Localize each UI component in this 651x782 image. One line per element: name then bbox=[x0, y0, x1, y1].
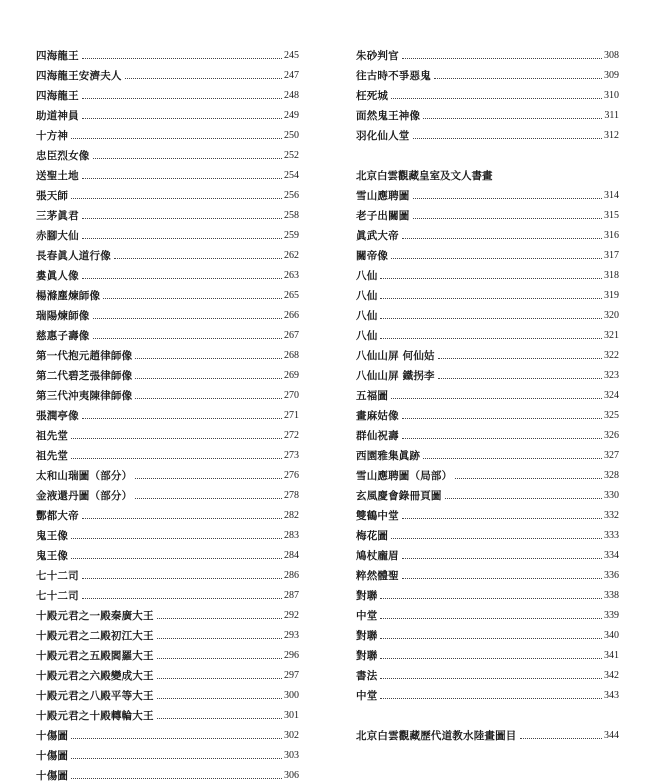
entry-title: 八仙山屏 何仙姑 bbox=[356, 350, 435, 362]
page-number: 247 bbox=[284, 70, 299, 81]
entry-title: 鳩杖龐眉 bbox=[356, 550, 399, 562]
page-number: 342 bbox=[604, 670, 619, 681]
toc-entry bbox=[36, 162, 299, 182]
toc-entry bbox=[356, 342, 619, 362]
dot-leader bbox=[380, 618, 602, 619]
dot-leader bbox=[380, 338, 602, 339]
page-number: 332 bbox=[604, 510, 619, 521]
dot-leader bbox=[402, 518, 602, 519]
page-number: 296 bbox=[284, 650, 299, 661]
dot-leader bbox=[82, 218, 282, 219]
dot-leader bbox=[71, 738, 282, 739]
entry-title: 八仙山屏 鐵拐李 bbox=[356, 370, 435, 382]
toc-entry bbox=[36, 62, 299, 82]
dot-leader bbox=[93, 158, 283, 159]
entry-title: 畫麻姑像 bbox=[356, 410, 399, 422]
dot-leader bbox=[82, 278, 282, 279]
page-number: 322 bbox=[604, 350, 619, 361]
page-number: 284 bbox=[284, 550, 299, 561]
dot-leader bbox=[391, 398, 602, 399]
page-number: 249 bbox=[284, 110, 299, 121]
entry-title: 四海龍王安濟夫人 bbox=[36, 70, 122, 82]
page-number: 317 bbox=[604, 250, 619, 261]
toc-left-column bbox=[36, 42, 299, 782]
page-number: 271 bbox=[284, 410, 299, 421]
toc-entry bbox=[356, 302, 619, 322]
page-number: 314 bbox=[604, 190, 619, 201]
entry-title: 羽化仙人堂 bbox=[356, 130, 410, 142]
entry-title: 十方神 bbox=[36, 130, 69, 142]
entry-title: 雙鶴中堂 bbox=[356, 510, 399, 522]
toc-entry bbox=[356, 42, 619, 62]
toc-entry bbox=[36, 562, 299, 582]
dot-leader bbox=[380, 658, 602, 659]
toc-entry bbox=[36, 362, 299, 382]
page-number: 248 bbox=[284, 90, 299, 101]
entry-title: 面然鬼王神像 bbox=[356, 110, 421, 122]
page-number: 258 bbox=[284, 210, 299, 221]
page-number: 320 bbox=[604, 310, 619, 321]
dot-leader bbox=[380, 298, 602, 299]
entry-title: 十殿元君之六殿變成大王 bbox=[36, 670, 154, 682]
page-number: 270 bbox=[284, 390, 299, 401]
page-number: 268 bbox=[284, 350, 299, 361]
toc-entry bbox=[36, 262, 299, 282]
entry-title: 八仙 bbox=[356, 310, 378, 322]
entry-title: 婁眞人像 bbox=[36, 270, 79, 282]
toc-entry bbox=[36, 42, 299, 62]
page-number: 338 bbox=[604, 590, 619, 601]
entry-title: 瑞陽煉師像 bbox=[36, 310, 90, 322]
dot-leader bbox=[82, 418, 282, 419]
entry-title: 眞武大帝 bbox=[356, 230, 399, 242]
dot-leader bbox=[380, 638, 602, 639]
page-number: 343 bbox=[604, 690, 619, 701]
page-number: 303 bbox=[284, 750, 299, 761]
page-number: 262 bbox=[284, 250, 299, 261]
entry-title: 鬼王像 bbox=[36, 550, 69, 562]
entry-title: 張潤亭像 bbox=[36, 410, 79, 422]
dot-leader bbox=[402, 578, 602, 579]
page-number: 272 bbox=[284, 430, 299, 441]
toc-entry bbox=[356, 462, 619, 482]
page-number: 311 bbox=[604, 110, 619, 121]
entry-title: 枉死城 bbox=[356, 90, 389, 102]
page-number: 297 bbox=[284, 670, 299, 681]
toc-entry bbox=[356, 482, 619, 502]
dot-leader bbox=[402, 438, 602, 439]
dot-leader bbox=[93, 318, 283, 319]
page-number: 316 bbox=[604, 230, 619, 241]
entry-title: 北京白雲觀藏歷代道教水陸畫圖目 bbox=[356, 730, 517, 742]
entry-title: 第三代沖夷陳律師像 bbox=[36, 390, 133, 402]
entry-title: 書法 bbox=[356, 670, 378, 682]
page-number: 269 bbox=[284, 370, 299, 381]
toc-entry bbox=[36, 202, 299, 222]
dot-leader bbox=[82, 118, 282, 119]
entry-title: 十殿元君之八殿平等大王 bbox=[36, 690, 154, 702]
page-number: 266 bbox=[284, 310, 299, 321]
page-number: 312 bbox=[604, 130, 619, 141]
toc-entry bbox=[356, 82, 619, 102]
toc-entry bbox=[36, 322, 299, 342]
dot-leader bbox=[438, 358, 602, 359]
entry-title: 雪山應聘圖 bbox=[356, 190, 410, 202]
dot-leader bbox=[82, 58, 282, 59]
entry-title: 慈惠子壽像 bbox=[36, 330, 90, 342]
toc-entry bbox=[36, 682, 299, 702]
page-number: 324 bbox=[604, 390, 619, 401]
entry-title: 祖先堂 bbox=[36, 450, 69, 462]
toc-entry bbox=[36, 462, 299, 482]
toc-entry bbox=[356, 662, 619, 682]
toc-entry bbox=[36, 522, 299, 542]
dot-leader bbox=[380, 278, 602, 279]
toc-entry bbox=[36, 622, 299, 642]
dot-leader bbox=[380, 598, 602, 599]
page-number: 250 bbox=[284, 130, 299, 141]
entry-title: 對聯 bbox=[356, 650, 378, 662]
entry-title: 第一代抱元趙律師像 bbox=[36, 350, 133, 362]
dot-leader bbox=[82, 578, 282, 579]
toc-entry bbox=[36, 642, 299, 662]
entry-title: 朱砂判官 bbox=[356, 50, 399, 62]
page-number: 293 bbox=[284, 630, 299, 641]
page-number: 334 bbox=[604, 550, 619, 561]
entry-title: 太和山瑞圖（部分） bbox=[36, 470, 133, 482]
page-number: 286 bbox=[284, 570, 299, 581]
toc-entry bbox=[36, 422, 299, 442]
toc-entry bbox=[36, 382, 299, 402]
dot-leader bbox=[413, 198, 603, 199]
toc-entry bbox=[356, 222, 619, 242]
page-number: 341 bbox=[604, 650, 619, 661]
page-number: 301 bbox=[284, 710, 299, 721]
entry-title: 三茅眞君 bbox=[36, 210, 79, 222]
entry-title: 老子出關圖 bbox=[356, 210, 410, 222]
toc-entry bbox=[356, 522, 619, 542]
dot-leader bbox=[391, 538, 602, 539]
toc-entry bbox=[36, 102, 299, 122]
toc-entry bbox=[356, 622, 619, 642]
toc-entry bbox=[356, 642, 619, 662]
dot-leader bbox=[157, 718, 282, 719]
dot-leader bbox=[157, 678, 282, 679]
page-number: 327 bbox=[604, 450, 619, 461]
section-gap bbox=[356, 702, 619, 722]
dot-leader bbox=[71, 778, 282, 779]
toc-entry bbox=[356, 682, 619, 702]
toc-entry bbox=[356, 362, 619, 382]
dot-leader bbox=[82, 598, 282, 599]
toc-entry bbox=[356, 382, 619, 402]
entry-title: 七十二司 bbox=[36, 570, 79, 582]
toc-entry bbox=[36, 582, 299, 602]
page-number: 309 bbox=[604, 70, 619, 81]
entry-title: 第二代碧芝張律師像 bbox=[36, 370, 133, 382]
page-number: 300 bbox=[284, 690, 299, 701]
toc-entry bbox=[36, 342, 299, 362]
dot-leader bbox=[71, 198, 282, 199]
page-number: 323 bbox=[604, 370, 619, 381]
page-number: 321 bbox=[604, 330, 619, 341]
entry-title: 祖先堂 bbox=[36, 430, 69, 442]
dot-leader bbox=[135, 358, 282, 359]
toc-entry bbox=[356, 242, 619, 262]
dot-leader bbox=[157, 658, 282, 659]
page-number: 278 bbox=[284, 490, 299, 501]
dot-leader bbox=[114, 258, 282, 259]
toc-entry bbox=[356, 502, 619, 522]
dot-leader bbox=[391, 258, 602, 259]
section-gap bbox=[356, 142, 619, 162]
entry-title: 對聯 bbox=[356, 590, 378, 602]
toc-entry bbox=[36, 542, 299, 562]
dot-leader bbox=[71, 558, 282, 559]
dot-leader bbox=[391, 98, 602, 99]
entry-title: 八仙 bbox=[356, 270, 378, 282]
toc-entry bbox=[356, 422, 619, 442]
dot-leader bbox=[402, 238, 602, 239]
page-number: 252 bbox=[284, 150, 299, 161]
entry-title: 十殿元君之十殿轉輪大王 bbox=[36, 710, 154, 722]
entry-title: 長春眞人道行像 bbox=[36, 250, 111, 262]
toc-entry bbox=[356, 122, 619, 142]
toc-entry bbox=[36, 702, 299, 722]
toc-entry bbox=[356, 542, 619, 562]
page-number: 302 bbox=[284, 730, 299, 741]
page-number: 336 bbox=[604, 570, 619, 581]
dot-leader bbox=[423, 458, 602, 459]
toc-entry bbox=[36, 302, 299, 322]
page-number: 265 bbox=[284, 290, 299, 301]
entry-title: 梅花圖 bbox=[356, 530, 389, 542]
page-number: 339 bbox=[604, 610, 619, 621]
toc-entry bbox=[356, 262, 619, 282]
entry-title: 粹然體聖 bbox=[356, 570, 399, 582]
entry-title: 酆都大帝 bbox=[36, 510, 79, 522]
entry-title: 十殿元君之五殿閻羅大王 bbox=[36, 650, 154, 662]
dot-leader bbox=[82, 238, 282, 239]
entry-title: 八仙 bbox=[356, 330, 378, 342]
page-number: 318 bbox=[604, 270, 619, 281]
dot-leader bbox=[135, 378, 282, 379]
page-number: 333 bbox=[604, 530, 619, 541]
entry-title: 八仙 bbox=[356, 290, 378, 302]
dot-leader bbox=[71, 138, 282, 139]
dot-leader bbox=[157, 698, 282, 699]
page-number: 330 bbox=[604, 490, 619, 501]
toc-entry bbox=[356, 202, 619, 222]
dot-leader bbox=[71, 538, 282, 539]
entry-title: 中堂 bbox=[356, 690, 378, 702]
page-number: 308 bbox=[604, 50, 619, 61]
entry-title: 西園雅集眞跡 bbox=[356, 450, 421, 462]
entry-title: 雪山應聘圖（局部） bbox=[356, 470, 453, 482]
page-number: 292 bbox=[284, 610, 299, 621]
page-number: 259 bbox=[284, 230, 299, 241]
entry-title: 七十二司 bbox=[36, 590, 79, 602]
dot-leader bbox=[423, 118, 602, 119]
dot-leader bbox=[82, 178, 282, 179]
page-number: 256 bbox=[284, 190, 299, 201]
entry-title: 十傷圖 bbox=[36, 730, 69, 742]
page-number: 287 bbox=[284, 590, 299, 601]
toc-entry bbox=[356, 562, 619, 582]
entry-title: 十傷圖 bbox=[36, 770, 69, 782]
dot-leader bbox=[103, 298, 282, 299]
toc-right-column bbox=[356, 42, 619, 742]
dot-leader bbox=[71, 438, 282, 439]
entry-title: 忠臣烈女像 bbox=[36, 150, 90, 162]
entry-title: 助道神員 bbox=[36, 110, 79, 122]
entry-title: 十殿元君之一殿秦廣大王 bbox=[36, 610, 154, 622]
dot-leader bbox=[402, 558, 602, 559]
dot-leader bbox=[135, 498, 282, 499]
dot-leader bbox=[445, 498, 602, 499]
toc-entry bbox=[36, 442, 299, 462]
dot-leader bbox=[413, 138, 603, 139]
dot-leader bbox=[157, 618, 282, 619]
page-number: 328 bbox=[604, 470, 619, 481]
toc-entry bbox=[356, 102, 619, 122]
entry-title: 四海龍王 bbox=[36, 90, 79, 102]
toc-entry bbox=[356, 442, 619, 462]
page-number: 276 bbox=[284, 470, 299, 481]
dot-leader bbox=[380, 678, 602, 679]
entry-title: 五福圖 bbox=[356, 390, 389, 402]
entry-title: 玄風慶會錄冊頁圖 bbox=[356, 490, 442, 502]
toc-entry bbox=[36, 82, 299, 102]
page-number: 306 bbox=[284, 770, 299, 781]
entry-title: 送聖土地 bbox=[36, 170, 79, 182]
toc-entry bbox=[36, 482, 299, 502]
dot-leader bbox=[438, 378, 602, 379]
toc-entry bbox=[36, 402, 299, 422]
toc-entry bbox=[36, 282, 299, 302]
toc-entry bbox=[36, 722, 299, 742]
dot-leader bbox=[135, 478, 282, 479]
dot-leader bbox=[402, 418, 602, 419]
toc-entry bbox=[356, 282, 619, 302]
entry-title: 鬼王像 bbox=[36, 530, 69, 542]
page-number: 282 bbox=[284, 510, 299, 521]
dot-leader bbox=[520, 738, 603, 739]
toc-entry bbox=[36, 142, 299, 162]
toc-entry bbox=[36, 502, 299, 522]
toc-entry bbox=[356, 62, 619, 82]
dot-leader bbox=[157, 638, 282, 639]
page-number: 283 bbox=[284, 530, 299, 541]
dot-leader bbox=[82, 518, 282, 519]
toc-entry bbox=[356, 182, 619, 202]
entry-title: 對聯 bbox=[356, 630, 378, 642]
page-number: 326 bbox=[604, 430, 619, 441]
toc-entry bbox=[36, 242, 299, 262]
dot-leader bbox=[71, 458, 282, 459]
entry-title: 十殿元君之二殿初江大王 bbox=[36, 630, 154, 642]
section-heading: 北京白雲觀藏皇室及文人書畫 bbox=[356, 170, 493, 182]
dot-leader bbox=[135, 398, 282, 399]
entry-title: 十傷圖 bbox=[36, 750, 69, 762]
dot-leader bbox=[402, 58, 602, 59]
page-number: 319 bbox=[604, 290, 619, 301]
entry-title: 金液還丹圖（部分） bbox=[36, 490, 133, 502]
page-number: 254 bbox=[284, 170, 299, 181]
dot-leader bbox=[125, 78, 282, 79]
dot-leader bbox=[455, 478, 602, 479]
dot-leader bbox=[413, 218, 603, 219]
toc-entry bbox=[36, 222, 299, 242]
dot-leader bbox=[71, 758, 282, 759]
page-number: 263 bbox=[284, 270, 299, 281]
toc-entry bbox=[36, 602, 299, 622]
dot-leader bbox=[380, 698, 602, 699]
entry-title: 群仙祝壽 bbox=[356, 430, 399, 442]
dot-leader bbox=[82, 98, 282, 99]
page-number: 267 bbox=[284, 330, 299, 341]
entry-title: 中堂 bbox=[356, 610, 378, 622]
entry-title: 往古時不爭惡鬼 bbox=[356, 70, 431, 82]
toc-entry bbox=[356, 722, 619, 742]
page-number: 273 bbox=[284, 450, 299, 461]
page-number: 340 bbox=[604, 630, 619, 641]
toc-entry bbox=[36, 662, 299, 682]
entry-title: 張天師 bbox=[36, 190, 69, 202]
toc-entry bbox=[356, 402, 619, 422]
toc-entry bbox=[356, 582, 619, 602]
dot-leader bbox=[93, 338, 283, 339]
entry-title: 楊滌塵煉師像 bbox=[36, 290, 101, 302]
page-number: 245 bbox=[284, 50, 299, 61]
toc-entry bbox=[36, 122, 299, 142]
dot-leader bbox=[434, 78, 602, 79]
toc-entry bbox=[36, 182, 299, 202]
entry-title: 赤腳大仙 bbox=[36, 230, 79, 242]
toc-entry bbox=[36, 742, 299, 762]
dot-leader bbox=[380, 318, 602, 319]
toc-entry bbox=[356, 322, 619, 342]
page-number: 344 bbox=[604, 730, 619, 741]
page-number: 325 bbox=[604, 410, 619, 421]
page-number: 310 bbox=[604, 90, 619, 101]
page-number: 315 bbox=[604, 210, 619, 221]
entry-title: 關帝像 bbox=[356, 250, 389, 262]
toc-entry bbox=[36, 762, 299, 782]
toc-entry bbox=[356, 602, 619, 622]
entry-title: 四海龍王 bbox=[36, 50, 79, 62]
